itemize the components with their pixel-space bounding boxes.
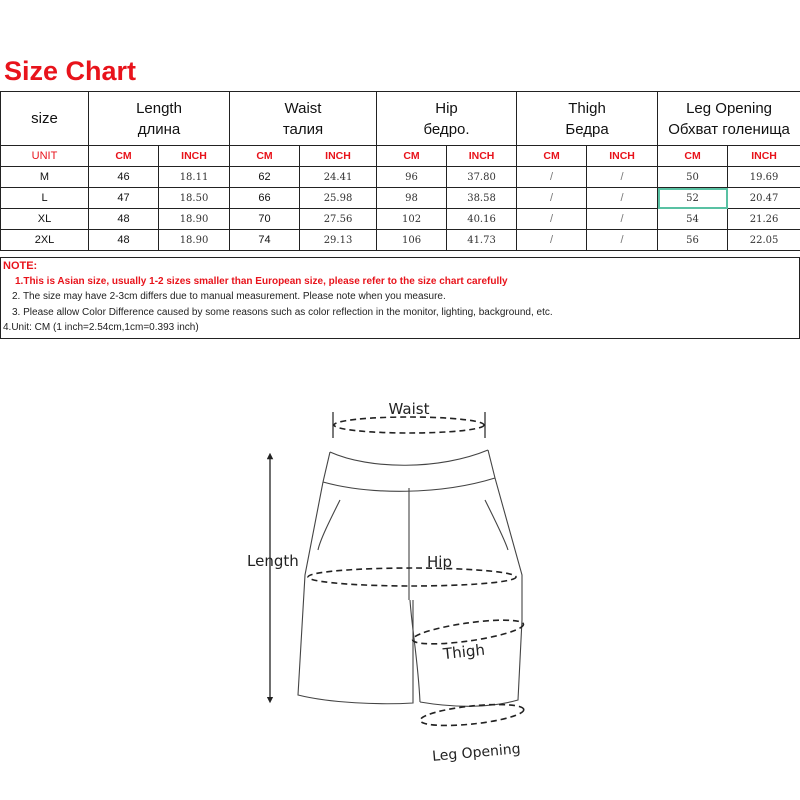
cell: / — [517, 230, 587, 251]
cell: 96 — [377, 167, 447, 188]
unit-inch: INCH — [587, 146, 658, 167]
group-hip-header: Hip бедро. — [377, 92, 517, 146]
cell: / — [517, 167, 587, 188]
group-leg-opening-header: Leg Opening Обхват голенища — [658, 92, 800, 146]
cell: 102 — [377, 209, 447, 230]
measure-lines — [308, 417, 525, 729]
notes-box — [0, 257, 800, 339]
unit-cm: CM — [89, 146, 159, 167]
table-row — [1, 167, 800, 188]
page-title: Size Chart — [4, 56, 137, 86]
unit-cm: CM — [658, 146, 728, 167]
note-line-4: 4.Unit: CM (1 inch=2.54cm,1cm=0.393 inch) — [3, 321, 199, 333]
label-leg-opening: Leg Opening — [431, 741, 522, 765]
table-row — [1, 230, 800, 251]
cell: 25.98 — [300, 188, 377, 209]
cell: / — [587, 167, 658, 188]
size-cell: L — [1, 188, 89, 209]
cell: 66 — [230, 188, 300, 209]
cell: 38.58 — [447, 188, 517, 209]
cell: 27.56 — [300, 209, 377, 230]
size-cell: 2XL — [1, 230, 89, 251]
cell: 29.13 — [300, 230, 377, 251]
group-waist-header: Waist талия — [230, 92, 377, 146]
cell: 47 — [89, 188, 159, 209]
cell: 106 — [377, 230, 447, 251]
unit-inch: INCH — [728, 146, 800, 167]
label-hip: Hip — [427, 553, 452, 571]
cell: 21.26 — [728, 209, 800, 230]
cell: 46 — [89, 167, 159, 188]
table-row — [1, 188, 800, 209]
cell: 18.90 — [159, 230, 230, 251]
cell: 48 — [89, 230, 159, 251]
cell: 37.80 — [447, 167, 517, 188]
note-line-3: 3. Please allow Color Difference caused by some reasons such as color reflection in the monitor, lighting, background, etc. — [12, 306, 553, 318]
cell: / — [517, 209, 587, 230]
note-title: NOTE: — [3, 260, 38, 272]
cell: / — [517, 188, 587, 209]
cell: / — [587, 209, 658, 230]
cell: 18.50 — [159, 188, 230, 209]
cell: 56 — [658, 230, 728, 251]
cell: 20.47 — [728, 188, 800, 209]
cell: 62 — [230, 167, 300, 188]
cell: 18.11 — [159, 167, 230, 188]
unit-inch: INCH — [300, 146, 377, 167]
size-cell: XL — [1, 209, 89, 230]
size-chart-table — [0, 91, 800, 251]
unit-cm: CM — [517, 146, 587, 167]
header-row — [1, 92, 800, 146]
cell: 54 — [658, 209, 728, 230]
cell: 19.69 — [728, 167, 800, 188]
selected-cell[interactable]: 52 — [658, 188, 728, 209]
label-waist: Waist — [388, 400, 430, 418]
label-length: Length — [247, 552, 299, 570]
unit-inch: INCH — [159, 146, 230, 167]
cell: 48 — [89, 209, 159, 230]
table-row — [1, 209, 800, 230]
size-header: size — [1, 92, 89, 146]
group-thigh-header: Thigh Бедра — [517, 92, 658, 146]
cell: 98 — [377, 188, 447, 209]
cell: / — [587, 230, 658, 251]
label-thigh: Thigh — [442, 640, 486, 664]
group-length-header: Length длина — [89, 92, 230, 146]
unit-cm: CM — [377, 146, 447, 167]
cell: 40.16 — [447, 209, 517, 230]
note-line-1: 1.This is Asian size, usually 1-2 sizes smaller than European size, please refer to the size chart carefully — [15, 276, 508, 288]
cell: 41.73 — [447, 230, 517, 251]
cell: / — [587, 188, 658, 209]
cell: 24.41 — [300, 167, 377, 188]
cell: 70 — [230, 209, 300, 230]
unit-label: UNIT — [1, 146, 89, 167]
unit-cm: CM — [230, 146, 300, 167]
unit-inch: INCH — [447, 146, 517, 167]
size-cell: M — [1, 167, 89, 188]
shorts-measurement-diagram — [230, 390, 570, 790]
shorts-outline — [298, 450, 522, 706]
cell: 74 — [230, 230, 300, 251]
cell: 18.90 — [159, 209, 230, 230]
cell: 22.05 — [728, 230, 800, 251]
unit-row — [1, 146, 800, 167]
note-line-2: 2. The size may have 2-3cm differs due to manual measurement. Please note when you measure. — [12, 291, 446, 303]
cell: 50 — [658, 167, 728, 188]
